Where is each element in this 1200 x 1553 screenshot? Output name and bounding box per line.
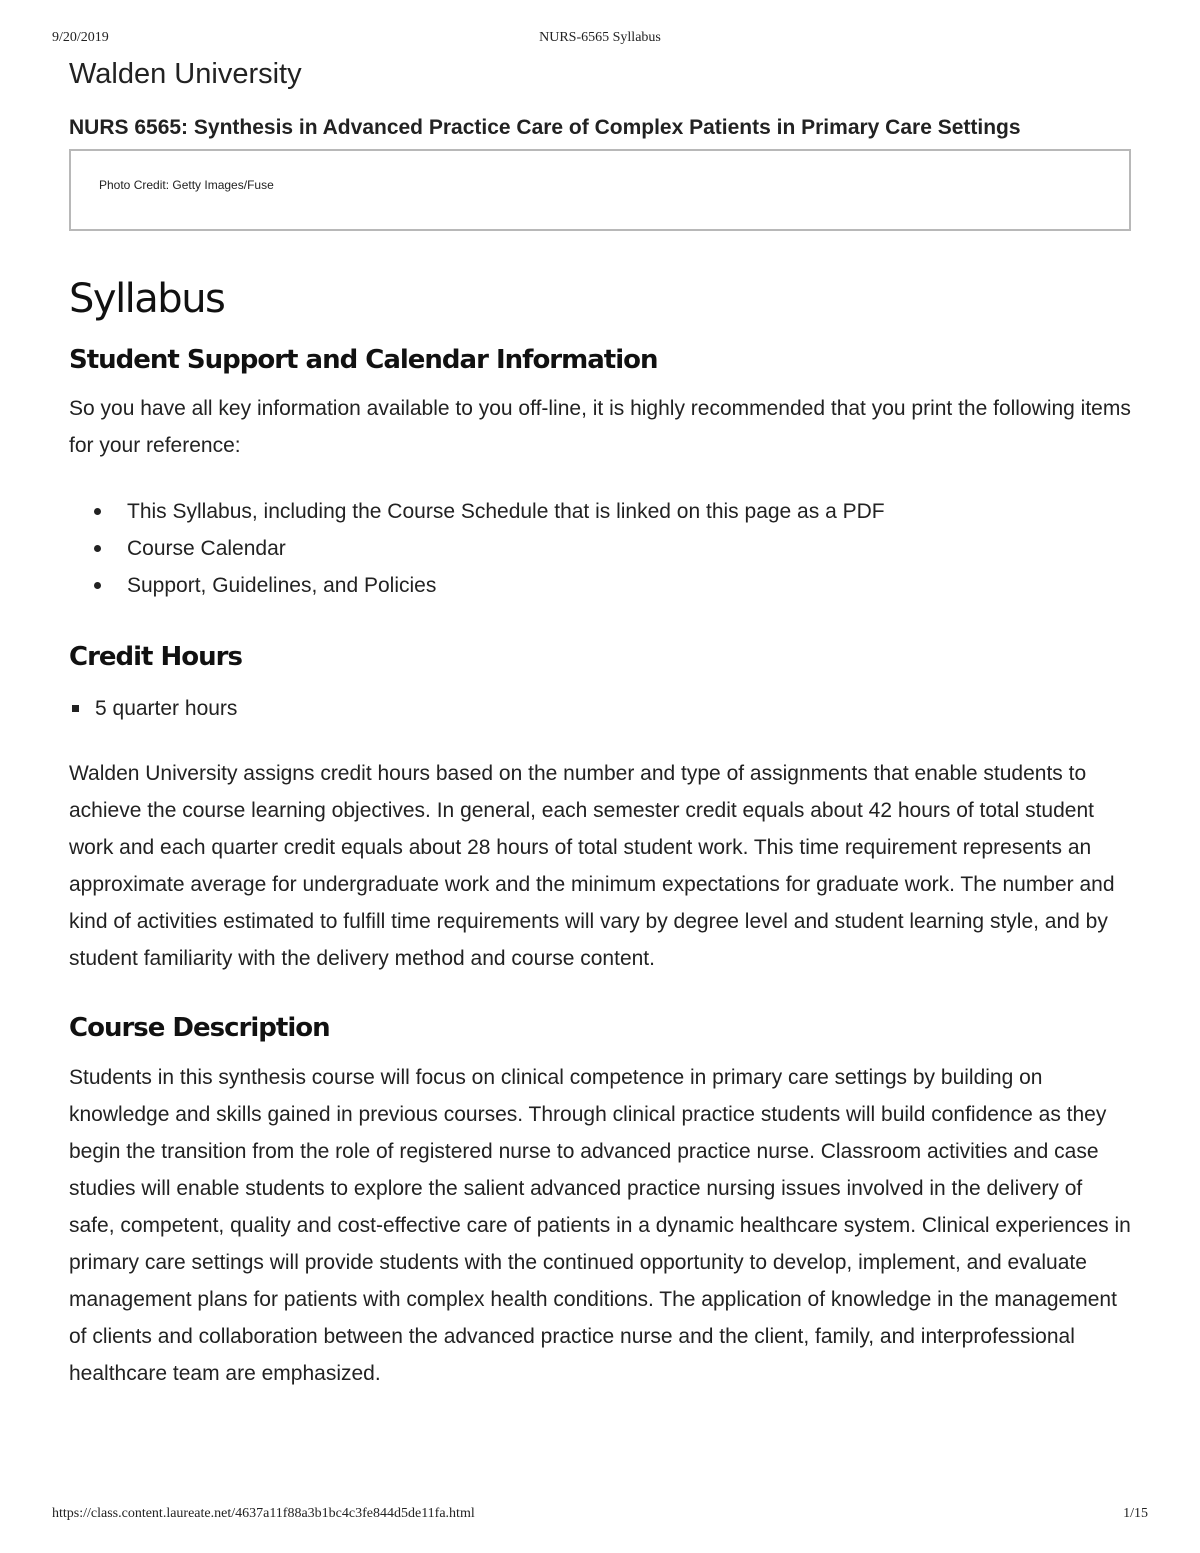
description-body: Students in this synthesis course will focus on clinical competence in primary care settings by building on knowledge and skills gained in previous courses. Through clinical practice students will build confidence as they begin the transition from the role of registered nurse to advanced practice nurse. Classroom activities and case studies will enable students to explore the salient advanced practice nursing issues involved in the delivery of safe, competent, quality and cost-effective care of patients in a dynamic healthcare system. Clinical experiences in primary care settings will provide students with the continued opportunity to develop, implement, and evaluate management plans for patients with complex health conditions. The application of knowledge in the management of clients and collaboration between the advanced practice nurse and the client, family, and interprofessional healthcare team are emphasized. — [69, 1066, 1131, 1385]
description-heading: Course Description — [69, 1013, 330, 1043]
course-title: NURS 6565: Synthesis in Advanced Practice Care of Complex Patients in Primary Care Settings — [69, 116, 1021, 139]
bullet-icon — [94, 582, 101, 589]
support-intro: So you have all key information available to you off-line, it is highly recommended that you print the following items for your reference: — [69, 397, 1131, 457]
print-date: 9/20/2019 — [52, 30, 109, 45]
print-items-list — [69, 493, 1131, 604]
credit-list — [69, 690, 1131, 727]
page-content — [69, 56, 1131, 1392]
support-heading: Student Support and Calendar Information — [69, 345, 658, 375]
print-url: https://class.content.laureate.net/4637a11f88a3b1bc4c3fe844d5de11fa.html — [52, 1506, 475, 1521]
list-item-text: This Syllabus, including the Course Schedule that is linked on this page as a PDF — [127, 500, 885, 523]
banner-image — [69, 149, 1131, 231]
list-item — [69, 567, 1131, 604]
print-header — [52, 30, 1148, 50]
list-item — [69, 690, 1131, 727]
credit-heading: Credit Hours — [69, 642, 242, 672]
bullet-icon — [94, 545, 101, 552]
bullet-icon — [94, 508, 101, 515]
print-title: NURS-6565 Syllabus — [539, 30, 661, 45]
list-item-text: Support, Guidelines, and Policies — [127, 574, 437, 597]
page-number: 1/15 — [1123, 1506, 1148, 1521]
square-bullet-icon — [72, 705, 79, 712]
print-footer — [52, 1506, 1148, 1526]
page-title: Syllabus — [69, 276, 225, 322]
list-item — [69, 493, 1131, 530]
university-name: Walden University — [69, 58, 302, 90]
list-item — [69, 530, 1131, 567]
photo-credit: Photo Credit: Getty Images/Fuse — [99, 178, 274, 192]
credit-body: Walden University assigns credit hours based on the number and type of assignments that enable students to achieve the course learning objectives. In general, each semester credit equals about 42 hours of total student work and each quarter credit equals about 28 hours of total student work. This time requirement represents an approximate average for undergraduate work and the minimum expectations for graduate work. The number and kind of activities estimated to fulfill time requirements will vary by degree level and student learning style, and by student familiarity with the delivery method and course content. — [69, 762, 1115, 970]
list-item-text: 5 quarter hours — [95, 697, 238, 720]
list-item-text: Course Calendar — [127, 537, 286, 560]
